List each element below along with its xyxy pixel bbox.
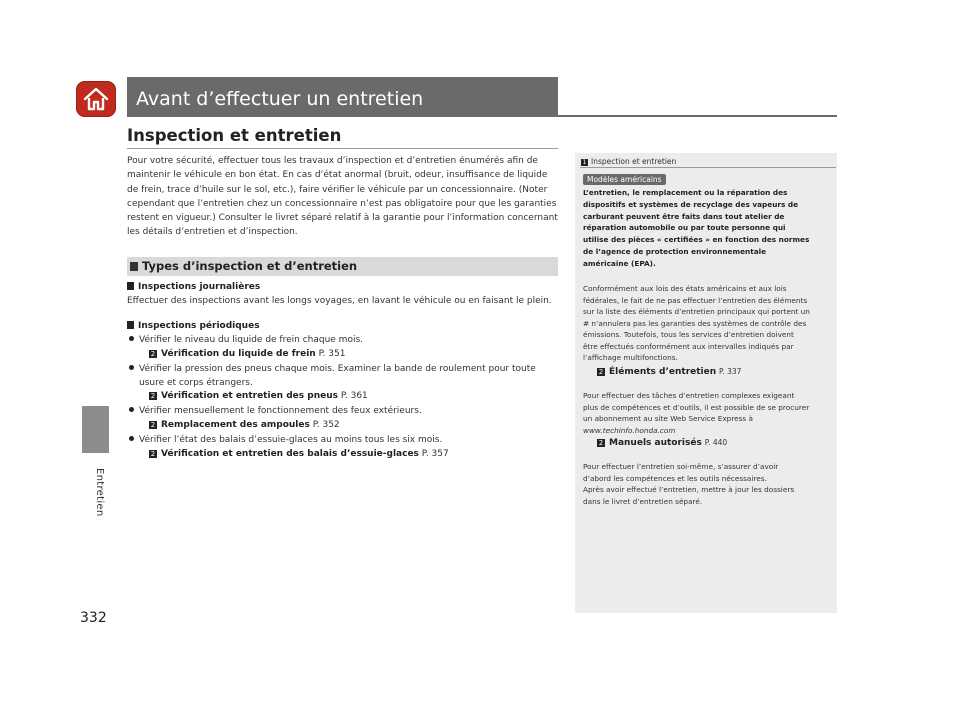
chapter-banner-rule bbox=[127, 115, 837, 117]
list-item bbox=[129, 335, 363, 345]
square-bullet-icon bbox=[127, 321, 134, 329]
side-note-paragraph bbox=[583, 461, 835, 507]
list-item bbox=[129, 435, 442, 445]
note-line: Pour effectuer des tâches d’entretien complexes exigeant bbox=[583, 391, 795, 400]
side-tab bbox=[82, 406, 109, 566]
section-title-rule bbox=[127, 148, 558, 149]
intro-line: les détails d’entretien et d’inspection. bbox=[127, 227, 298, 238]
intro-line: de frein, trace d’huile sur le sol, etc.), faire vérifier le véhicule par un concessionnaire. (Noter bbox=[127, 184, 548, 195]
cross-reference-link[interactable] bbox=[149, 391, 368, 401]
note-line: être effectués conformément aux intervalles indiqués par bbox=[583, 341, 794, 351]
subsection-header bbox=[127, 257, 558, 276]
intro-line: restent en vigueur.) Consulter le livret séparé relatif à la garantie pour l’information concernant bbox=[127, 213, 558, 224]
note-line: dispositifs et systèmes de recyclage des vapeurs de bbox=[583, 199, 799, 209]
side-tab-marker bbox=[82, 406, 109, 453]
side-note-rule bbox=[580, 167, 836, 168]
chapter-title: Avant d’effectuer un entretien bbox=[136, 88, 424, 110]
region-badge: Modèles américains bbox=[583, 174, 666, 185]
side-note-bold-paragraph bbox=[583, 187, 833, 270]
side-note-paragraph bbox=[583, 390, 835, 436]
subsection-title: Types d’inspection et d’entretien bbox=[142, 259, 358, 273]
square-bullet-icon bbox=[130, 262, 138, 271]
reference-arrow-icon: 2 bbox=[150, 350, 156, 358]
note-line: l’affichage multifonctions. bbox=[583, 353, 678, 362]
cross-reference-link[interactable] bbox=[149, 420, 340, 430]
bullet-icon bbox=[129, 336, 134, 341]
note-line: fédérales, le fait de ne pas effectuer l’entretien des éléments bbox=[583, 295, 808, 305]
note-line: sur la liste des éléments d’entretien principaux qui portent un bbox=[583, 307, 810, 316]
page-number: 332 bbox=[80, 610, 107, 626]
note-marker-icon: 1 bbox=[582, 159, 587, 166]
reference-label: Éléments d’entretien bbox=[609, 367, 717, 377]
note-line: américaine (EPA). bbox=[583, 258, 656, 268]
cross-reference-link[interactable] bbox=[597, 438, 727, 448]
note-line: dans le livret d’entretien séparé. bbox=[583, 496, 703, 506]
list-item-text: Vérifier la pression des pneus chaque mois. Examiner la bande de roulement pour toute bbox=[139, 364, 536, 374]
reference-page: P. 440 bbox=[704, 438, 728, 447]
reference-arrow-icon: 2 bbox=[598, 439, 604, 447]
note-line: L’entretien, le remplacement ou la réparation des bbox=[583, 188, 788, 197]
reference-label: Vérification du liquide de frein bbox=[161, 349, 316, 359]
daily-inspections-heading bbox=[127, 282, 260, 292]
reference-arrow-icon: 2 bbox=[150, 450, 156, 458]
side-note-title bbox=[581, 157, 676, 166]
note-line: utilise des pièces « certifiées » en fonction des normes bbox=[583, 235, 810, 245]
cross-reference-link[interactable] bbox=[149, 349, 346, 359]
reference-arrow-icon: 2 bbox=[150, 392, 156, 400]
note-line: de l’agence de protection environnementale bbox=[583, 246, 767, 256]
periodic-inspections-title: Inspections périodiques bbox=[138, 321, 260, 331]
reference-page: P. 357 bbox=[421, 449, 449, 459]
side-note-title-text: Inspection et entretien bbox=[591, 157, 677, 166]
bullet-icon bbox=[129, 436, 134, 441]
reference-label: Manuels autorisés bbox=[609, 438, 702, 448]
note-line: Conformément aux lois des états américains et aux lois bbox=[583, 284, 787, 293]
home-icon bbox=[82, 86, 110, 112]
list-item-text: Vérifier mensuellement le fonctionnement des feux extérieurs. bbox=[139, 406, 422, 416]
reference-label: Vérification et entretien des balais d’essuie-glaces bbox=[161, 449, 419, 459]
intro-line: cependant que l’entretien chez un concessionnaire n’est pas obligatoire pour que les garanties bbox=[127, 198, 557, 209]
list-item bbox=[129, 406, 422, 416]
side-tab-label: Entretien bbox=[94, 468, 105, 517]
reference-arrow-icon: 2 bbox=[598, 368, 604, 376]
cross-reference-link[interactable] bbox=[597, 367, 741, 377]
cross-reference-link[interactable] bbox=[149, 449, 449, 459]
reference-page: P. 361 bbox=[340, 391, 368, 401]
note-line: Pour effectuer l’entretien soi-même, s’assurer d’avoir bbox=[583, 462, 779, 471]
note-line: Après avoir effectué l’entretien, mettre à jour les dossiers bbox=[583, 485, 795, 494]
reference-page: P. 351 bbox=[318, 349, 346, 359]
list-item bbox=[129, 364, 536, 374]
intro-line: Pour votre sécurité, effectuer tous les travaux d’inspection et d’entretien énumérés afin de bbox=[127, 156, 538, 166]
note-line: carburant peuvent être faits dans tout atelier de bbox=[583, 211, 785, 221]
reference-label: Remplacement des ampoules bbox=[161, 420, 310, 430]
home-button[interactable] bbox=[76, 81, 116, 117]
note-line: émissions. Toutefois, tous les services d’entretien doivent bbox=[583, 330, 794, 339]
website-link[interactable]: www.techinfo.honda.com bbox=[583, 425, 676, 435]
note-line: d’abord les compétences et les outils nécessaires. bbox=[583, 473, 767, 483]
reference-arrow-icon: 2 bbox=[150, 421, 156, 429]
note-line: # n’annulera pas les garanties des systèmes de contrôle des bbox=[583, 318, 807, 328]
reference-page: P. 337 bbox=[719, 367, 742, 376]
note-line: plus de compétences et d’outils, il est possible de se procurer bbox=[583, 402, 810, 412]
square-bullet-icon bbox=[127, 282, 134, 290]
list-item-text: Vérifier le niveau du liquide de frein chaque mois. bbox=[139, 335, 364, 345]
note-line: un abonnement au site Web Service Express à bbox=[583, 414, 753, 423]
intro-paragraph bbox=[127, 154, 559, 240]
list-item-continuation: usure et corps étrangers. bbox=[139, 378, 253, 388]
bullet-icon bbox=[129, 365, 134, 370]
intro-line: maintenir le véhicule en bon état. En cas d’état anormal (bruit, odeur, insuffisance de liquide bbox=[127, 170, 548, 181]
note-line: réparation automobile ou par toute personne qui bbox=[583, 223, 786, 233]
bullet-icon bbox=[129, 407, 134, 412]
periodic-inspections-heading bbox=[127, 321, 260, 331]
daily-inspections-text: Effectuer des inspections avant les longs voyages, en lavant le véhicule ou en faisant le plein. bbox=[127, 296, 552, 306]
reference-page: P. 352 bbox=[312, 420, 340, 430]
section-title: Inspection et entretien bbox=[127, 126, 342, 145]
list-item-text: Vérifier l’état des balais d’essuie-glaces au moins tous les six mois. bbox=[139, 435, 443, 445]
daily-inspections-title: Inspections journalières bbox=[138, 282, 261, 292]
reference-label: Vérification et entretien des pneus bbox=[161, 391, 338, 401]
side-note-paragraph bbox=[583, 283, 835, 364]
